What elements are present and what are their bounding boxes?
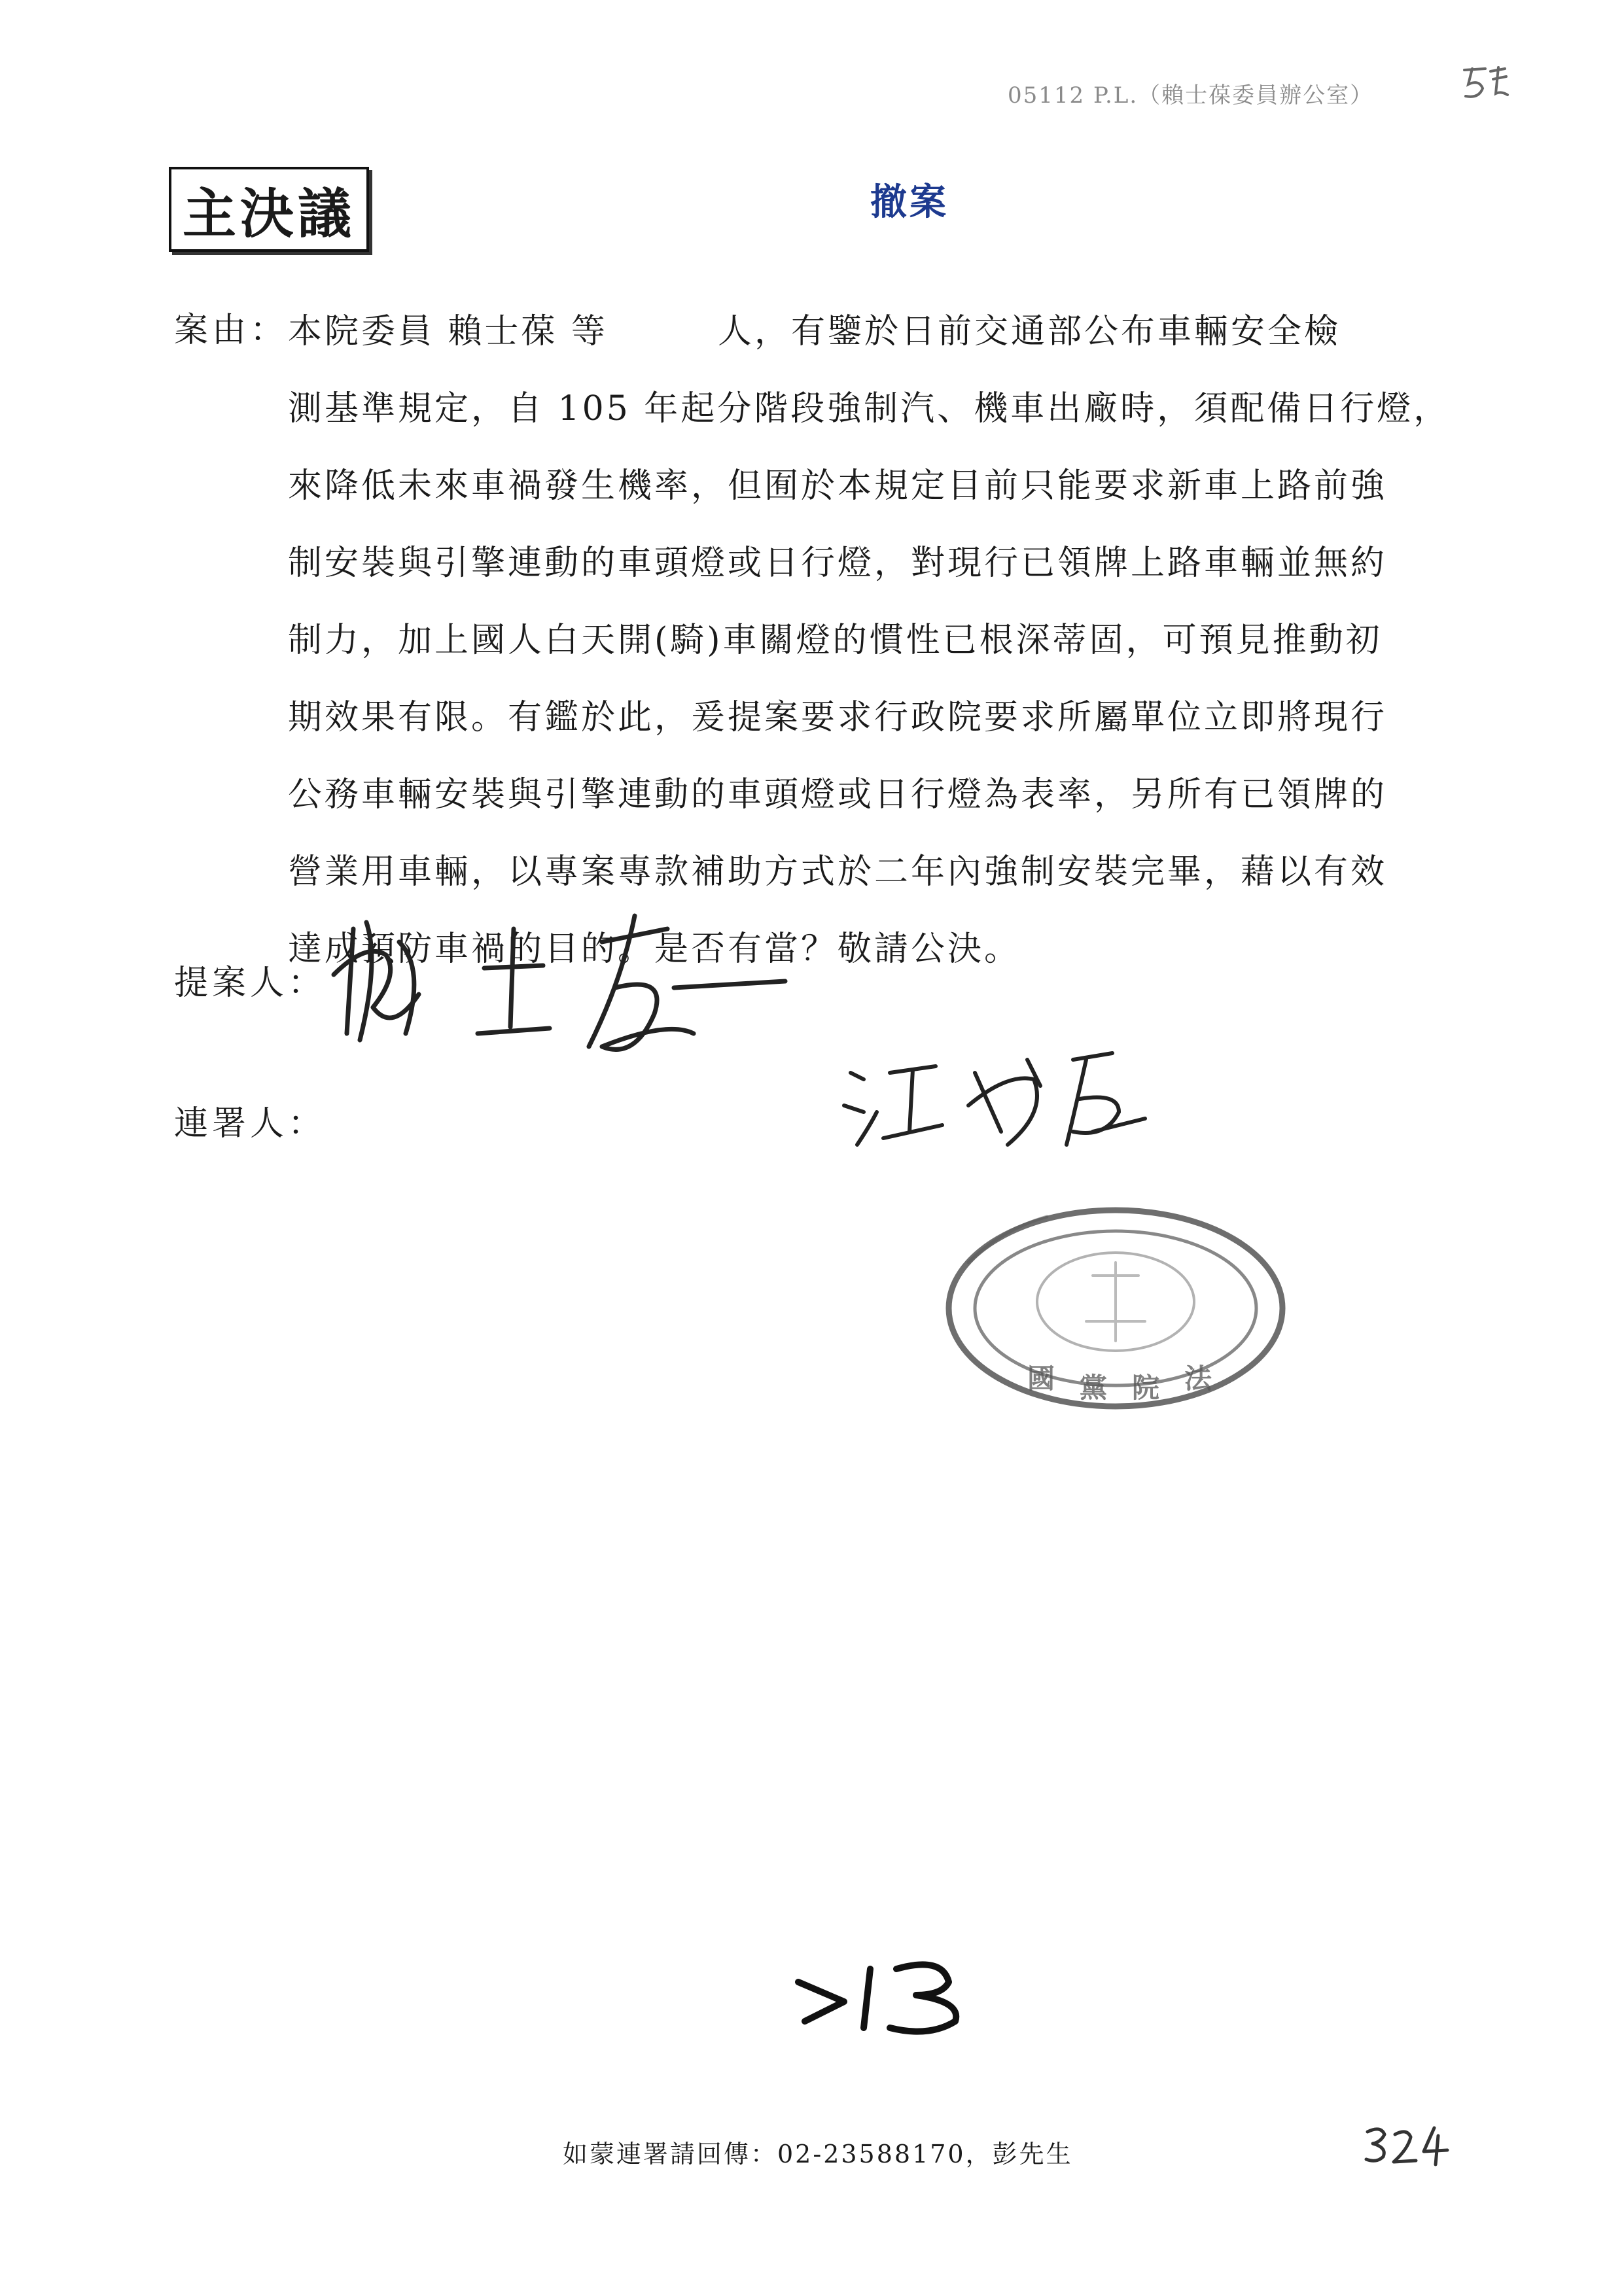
cosigner-signature xyxy=(838,1034,1165,1164)
reason-label: 案由： xyxy=(174,311,289,350)
page-number-handwritten xyxy=(1361,2123,1459,2168)
proposer-label: 提案人： xyxy=(174,964,327,1003)
reason-line: 制安裝與引擎連動的車頭燈或日行燈，對現行已領牌上路車輛並無約 xyxy=(288,544,1388,583)
reason-body xyxy=(288,293,1451,988)
svg-text:法: 法 xyxy=(1184,1363,1212,1395)
party-caucus-seal xyxy=(929,1191,1296,1426)
proposer-signature xyxy=(327,903,798,1073)
svg-text:國: 國 xyxy=(1027,1363,1055,1395)
svg-text:黨: 黨 xyxy=(1080,1372,1108,1404)
handwritten-ref-mark xyxy=(785,1949,995,2041)
reason-line: 測基準規定，自 105 年起分階段強制汽、機車出廠時，須配備日行燈， xyxy=(288,389,1451,428)
reason-line: 來降低未來車禍發生機率，但囿於本規定目前只能要求新車上路前強 xyxy=(288,466,1388,506)
fax-header-line: 05112 P.L.（賴士葆委員辦公室） xyxy=(1008,82,1374,109)
reason-line: 營業用車輛，以專案專款補助方式於二年內強制安裝完畢，藉以有效 xyxy=(288,852,1388,892)
svg-text:院: 院 xyxy=(1132,1372,1160,1404)
resolution-title-box: 主決議 xyxy=(169,167,369,252)
cosigner-label: 連署人： xyxy=(174,1104,327,1143)
reason-line: 公務車輛安裝與引擎連動的車頭燈或日行燈為表率，另所有已領牌的 xyxy=(288,775,1388,814)
reason-line: 本院委員 賴士葆 等 人，有鑒於日前交通部公布車輛安全檢 xyxy=(288,312,1341,351)
fax-return-note: 如蒙連署請回傳：02-23588170，彭先生 xyxy=(563,2140,1073,2168)
withdrawn-status-label: 撤案 xyxy=(870,181,949,224)
reason-line: 達成預防車禍的目的。是否有當？敬請公決。 xyxy=(288,930,1021,969)
reason-line: 制力，加上國人白天開(騎)車關燈的慣性已根深蒂固，可預見推動初 xyxy=(288,621,1383,660)
reason-line: 期效果有限。有鑑於此，爰提案要求行政院要求所屬單位立即將現行 xyxy=(288,698,1388,737)
corner-handwritten-mark xyxy=(1459,62,1511,108)
